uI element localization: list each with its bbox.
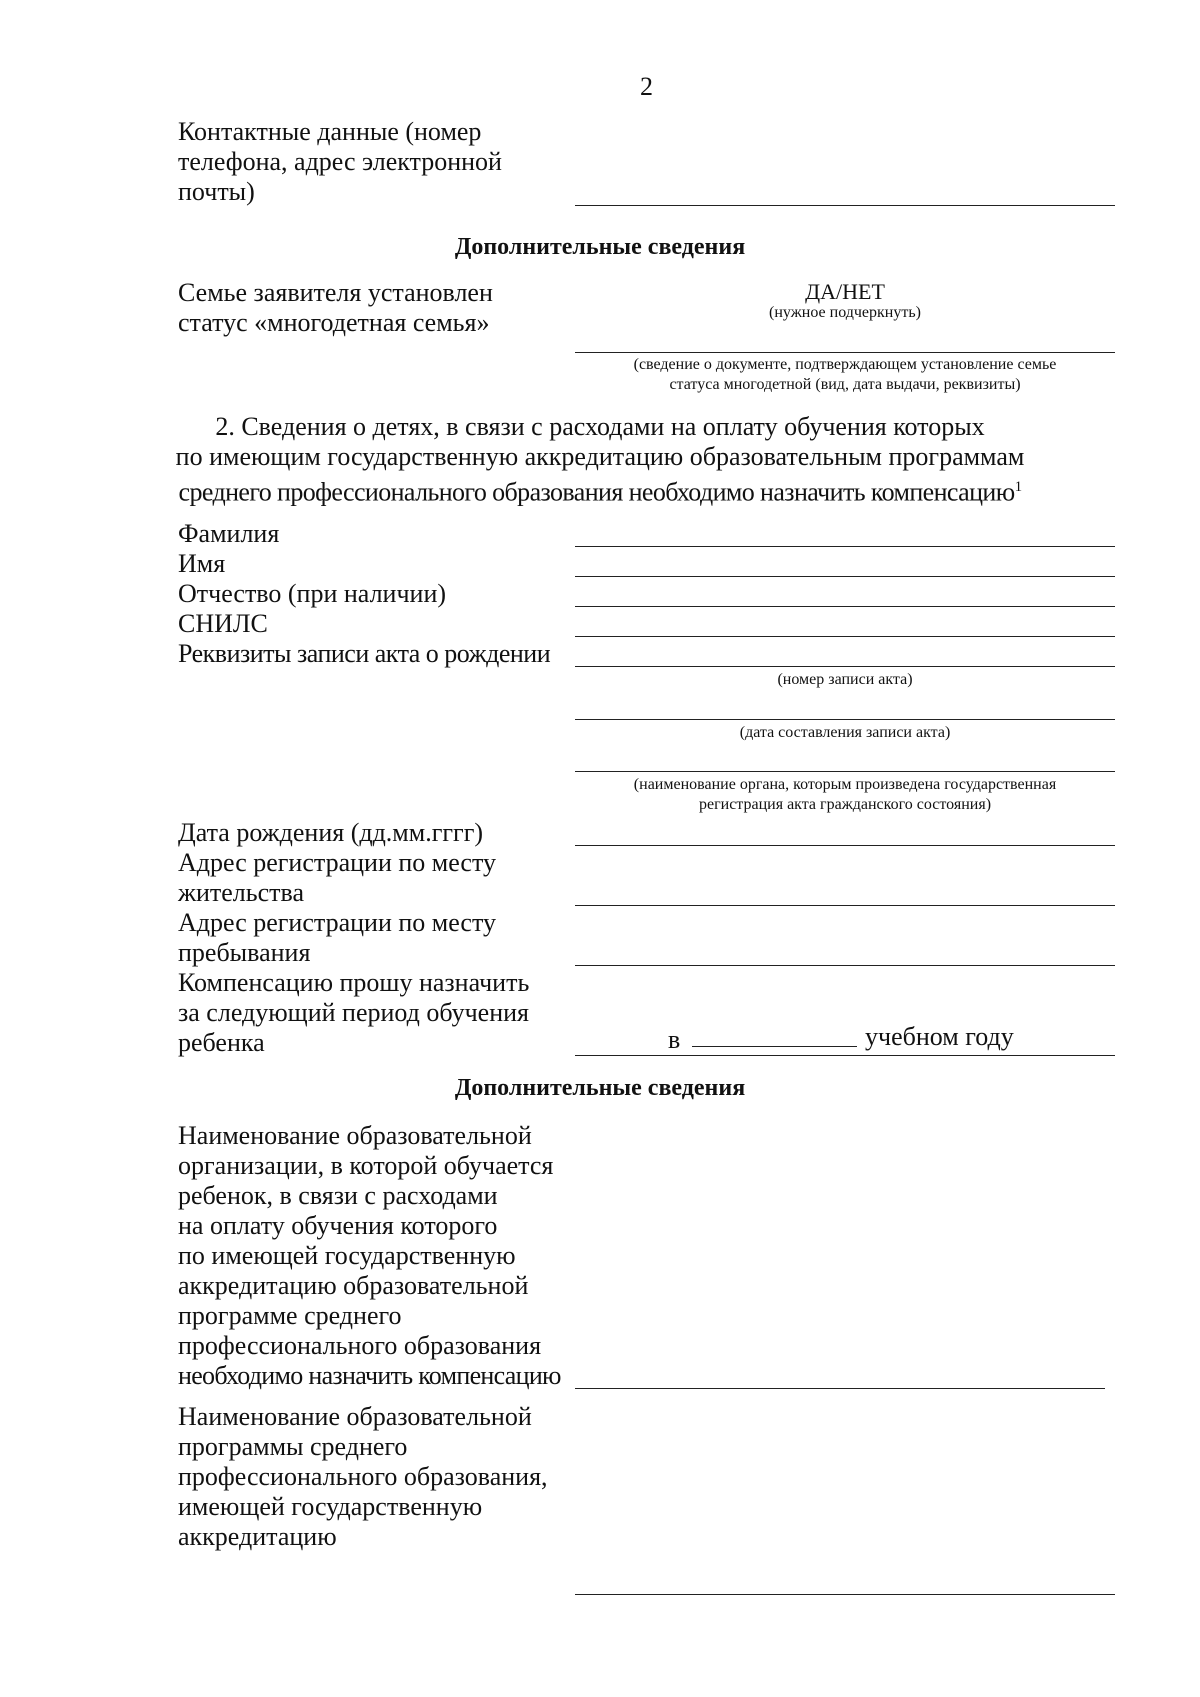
org-input[interactable] [575,1363,1109,1389]
additional-heading-1: Дополнительные сведения [454,234,746,260]
org-underline [575,1388,1105,1389]
org-label-line-7: программе среднего [178,1301,402,1330]
residence-label-line-1: Адрес регистрации по месту [178,848,496,877]
patronymic-label: Отчество (при наличии) [178,579,447,608]
stay-label-line-2: пребывания [178,938,311,967]
surname-label: Фамилия [178,519,280,548]
period-prefix: в [668,1025,681,1054]
org-label-line-3: ребенок, в связи с расходами [178,1181,498,1210]
birth-record-number-underline [575,666,1115,667]
large-family-label-line-1: Семье заявителя установлен [178,278,493,307]
birth-date-underline [575,845,1115,846]
surname-input[interactable] [575,521,1119,547]
contacts-label-line-1: Контактные данные (номер [178,117,482,146]
academic-year-underline [692,1046,857,1047]
stay-underline [575,965,1115,966]
contacts-input[interactable] [575,180,1119,206]
org-label-line-5: по имеющей государственную [178,1241,516,1270]
period-underline [575,1055,1115,1056]
section-2-title-line-3 [0,472,1200,508]
birth-record-date-input[interactable] [575,694,1119,720]
birth-record-authority-hint-line-1: (наименование органа, которым произведена государственная [633,776,1057,793]
contacts-label-line-3: почты) [178,177,255,206]
academic-year-input[interactable] [692,1022,861,1048]
section-2-title-line-2: по имеющим государственную аккредитацию образовательным программам [175,442,1025,471]
birth-record-date-hint: (дата составления записи акта) [739,724,951,741]
residence-label-line-2: жительства [178,878,304,907]
additional-heading-2: Дополнительные сведения [454,1075,746,1101]
large-family-doc-underline [575,352,1115,353]
snils-underline [575,636,1115,637]
period-label-line-2: за следующий период обучения [178,998,530,1027]
org-label-line-6: аккредитацию образовательной [178,1271,529,1300]
org-label-line-8: профессионального образования [178,1331,542,1360]
patronymic-underline [575,606,1115,607]
period-suffix: учебном году [865,1022,1014,1051]
large-family-label-line-2: статус «многодетная семья» [178,308,490,337]
large-family-doc-input[interactable] [575,327,1119,353]
birth-record-authority-hint-line-2: регистрация акта гражданского состояния) [698,796,992,813]
birth-date-input[interactable] [575,820,1119,846]
large-family-doc-hint-line-1: (сведение о документе, подтверждающем установление семье [633,356,1057,373]
yes-no-hint: (нужное подчеркнуть) [769,304,921,321]
program-underline [575,1594,1115,1595]
name-input[interactable] [575,551,1119,577]
contacts-label-line-2: телефона, адрес электронной [178,147,502,176]
large-family-doc-hint-line-2: статуса многодетной (вид, дата выдачи, реквизиты) [669,376,1021,393]
period-label-line-3: ребенка [178,1028,265,1057]
program-label-line-5: аккредитацию [178,1522,337,1551]
page-number: 2 [640,72,653,101]
snils-label: СНИЛС [178,609,268,638]
patronymic-input[interactable] [575,581,1119,607]
program-label-line-4: имеющей государственную [178,1492,483,1521]
residence-underline [575,905,1115,906]
stay-label-line-1: Адрес регистрации по месту [178,908,496,937]
name-underline [575,576,1115,577]
program-label-line-3: профессионального образования, [178,1462,548,1491]
birth-record-label: Реквизиты записи акта о рождении [178,639,551,668]
period-label-line-1: Компенсацию прошу назначить [178,968,530,997]
residence-input[interactable] [575,880,1119,906]
program-label-line-2: программы среднего [178,1432,408,1461]
org-label-line-2: организации, в которой обучается [178,1151,554,1180]
snils-input[interactable] [575,611,1119,637]
section-2-title-line-1: 2. Сведения о детях, в связи с расходами на оплату обучения которых [215,412,985,441]
program-label-line-1: Наименование образовательной [178,1402,532,1431]
name-label: Имя [178,549,226,578]
stay-input[interactable] [575,940,1119,966]
birth-record-date-underline [575,719,1115,720]
birth-date-label: Дата рождения (дд.мм.гггг) [178,818,484,847]
program-input[interactable] [575,1569,1119,1595]
birth-record-authority-underline [575,771,1115,772]
org-label-line-9: необходимо назначить компенсацию [178,1361,561,1390]
org-label-line-1: Наименование образовательной [178,1121,532,1150]
yes-no-option[interactable]: ДА/НЕТ [805,279,885,304]
birth-record-authority-input[interactable] [575,746,1119,772]
section-2-title-line-3-text: среднего профессионального образования необходимо назначить компенсацию [178,477,1015,507]
footnote-mark: 1 [1014,479,1022,495]
birth-record-number-hint: (номер записи акта) [777,671,913,688]
birth-record-number-input[interactable] [575,641,1119,667]
surname-underline [575,546,1115,547]
org-label-line-4: на оплату обучения которого [178,1211,498,1240]
contacts-underline [575,205,1115,206]
